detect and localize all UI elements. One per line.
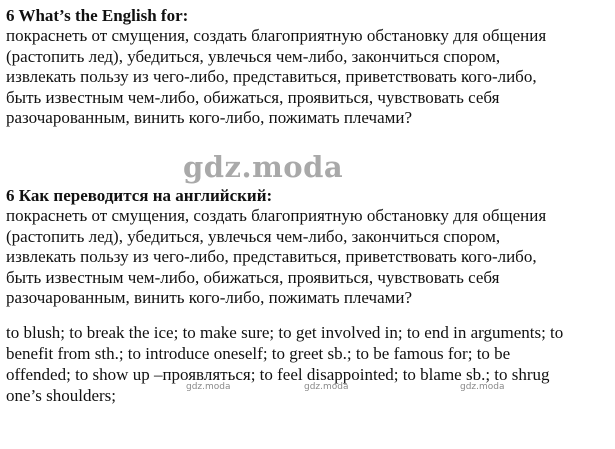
answer-line: one’s shoulders;: [6, 386, 117, 405]
answer-line: to blush; to break the ice; to make sure; to get involved in; to end in arguments; to: [6, 323, 564, 342]
section-ru-line: извлекать пользу из чего-либо, представиться, приветствовать кого-либо,: [6, 247, 537, 266]
section-en: [6, 6, 610, 129]
section-ru-line: быть известным чем-либо, обижаться, проявиться, чувствовать себя: [6, 267, 500, 287]
watermark: gdz.moda: [460, 382, 505, 392]
answer-line: offended; to show up –проявляться; to feel disappointed; to blame sb.; to shrug: [6, 365, 550, 384]
section-en-line: быть известным чем-либо, обижаться, проявиться, чувствовать себя: [6, 87, 500, 107]
section-en-heading: 6 What’s the English for:: [6, 6, 189, 25]
watermark: gdz.moda: [304, 382, 349, 392]
site-logo: gdz.moda: [183, 150, 344, 184]
watermark: gdz.moda: [186, 382, 231, 392]
answer-block: [6, 322, 612, 406]
section-ru-heading: 6 Как переводится на английский:: [6, 186, 273, 205]
section-ru: [6, 186, 610, 309]
section-en-line: разочарованным, винить кого-либо, пожимать плечами?: [6, 108, 413, 127]
section-ru-line: покраснеть от смущения, создать благоприятную обстановку для общения: [6, 206, 547, 225]
section-ru-line: (растопить лед), убедиться, увлечься чем-либо, закончиться спором,: [6, 226, 501, 246]
section-en-line: покраснеть от смущения, создать благоприятную обстановку для общения: [6, 26, 547, 45]
section-ru-line: разочарованным, винить кого-либо, пожимать плечами?: [6, 288, 413, 307]
answer-line: benefit from sth.; to introduce oneself; to greet sb.; to be famous for; to be: [6, 344, 511, 363]
section-en-line: извлекать пользу из чего-либо, представиться, приветствовать кого-либо,: [6, 67, 537, 86]
section-en-line: (растопить лед), убедиться, увлечься чем-либо, закончиться спором,: [6, 46, 501, 66]
